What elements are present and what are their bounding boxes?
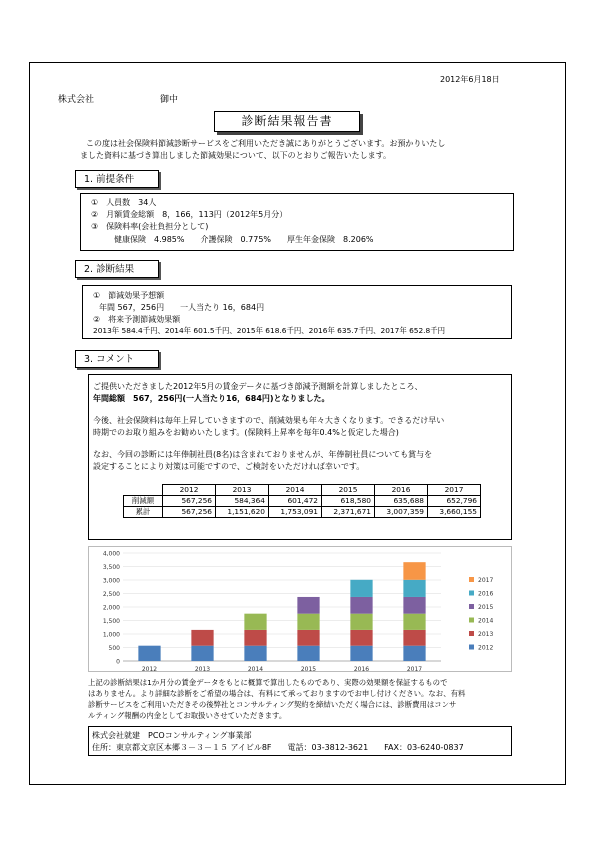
section2-line-1: ① 節減効果予想額 <box>93 291 165 300</box>
x-tick-label: 2012 <box>141 666 158 671</box>
bar-segment-2017 <box>403 562 425 580</box>
y-tick-label: 2,500 <box>102 591 120 598</box>
section1-heading: 1. 前提条件 <box>75 170 159 188</box>
report-title: 診断結果報告書 <box>214 111 360 132</box>
comment-para2-line2: 時期でのお取り組みをお勧めいたします。(保険料上昇率を毎年0.4%と仮定した場合) <box>93 428 399 437</box>
comment-para2-line1: 今後、社会保険料は毎年上昇していきますので、削減効果も年々大きくなります。できるだけ早い <box>93 416 445 425</box>
table-year: 2016 <box>375 485 428 496</box>
legend-label: 2012 <box>478 644 494 652</box>
section1-line-3: ③ 保険料率(会社負担分として) <box>91 222 209 231</box>
bar-segment-2016 <box>350 580 372 597</box>
bar-segment-2014 <box>403 614 425 630</box>
legend-label: 2014 <box>478 617 494 625</box>
section1-box <box>80 193 514 251</box>
legend-label: 2017 <box>478 577 494 584</box>
bar-segment-2013 <box>350 630 372 646</box>
table-row <box>124 507 481 518</box>
bar-segment-2014 <box>350 614 372 630</box>
y-tick-label: 500 <box>108 645 120 652</box>
table-cell: 652,796 <box>428 496 481 507</box>
bar-segment-2012 <box>244 646 266 661</box>
table-cell: 567,256 <box>163 496 216 507</box>
legend-swatch <box>469 591 474 596</box>
section1-line-4: 健康保険 4.985% 介護保険 0.775% 厚生年金保険 8.206% <box>114 235 374 244</box>
table-cell: 635,688 <box>375 496 428 507</box>
footnote-line-1: 上記の診断結果は1か月分の賃金データをもとに概算で算出したものであり、実際の効果額を保証するもので <box>88 678 448 687</box>
table-year: 2017 <box>428 485 481 496</box>
bar-segment-2012 <box>138 646 160 661</box>
comment-para1-line1: ご提供いただきました2012年5月の賃金データに基づき節減予測額を計算しましたところ、 <box>93 382 423 391</box>
section3-box <box>88 374 512 540</box>
x-tick-label: 2017 <box>406 666 423 671</box>
table-cell: 1,151,620 <box>216 507 269 518</box>
comment-para3-line2: 設定することにより対策は可能ですので、ご検討をいただければ幸いです。 <box>93 462 365 471</box>
section3-heading: 3. コメント <box>75 350 159 368</box>
table-cell: 567,256 <box>163 507 216 518</box>
report-date: 2012年6月18日 <box>440 75 500 84</box>
section2-heading: 2. 診断結果 <box>75 260 159 278</box>
bar-segment-2012 <box>350 646 372 661</box>
table-cell: 3,007,359 <box>375 507 428 518</box>
bar-segment-2016 <box>403 580 425 597</box>
table-cell: 618,580 <box>322 496 375 507</box>
bar-segment-2013 <box>191 630 213 646</box>
legend-swatch <box>469 645 474 650</box>
bar-segment-2013 <box>403 630 425 646</box>
bar-segment-2012 <box>191 646 213 661</box>
section2-line-4: 2013年 584.4千円、2014年 601.5千円、2015年 618.6千円、2016年 635.7千円、2017年 652.8千円 <box>93 326 446 335</box>
table-header-row <box>124 485 481 496</box>
bar-segment-2015 <box>350 597 372 614</box>
table-cell: 1,753,091 <box>269 507 322 518</box>
recipient-honorific: 御中 <box>160 95 179 105</box>
x-tick-label: 2014 <box>247 666 264 671</box>
table-year: 2014 <box>269 485 322 496</box>
bar-segment-2012 <box>403 646 425 661</box>
legend-label: 2013 <box>478 631 494 638</box>
table-cell: 3,660,155 <box>428 507 481 518</box>
table-year: 2012 <box>163 485 216 496</box>
chart-frame <box>88 546 512 672</box>
recipient-company: 株式会社 <box>58 95 95 105</box>
legend-swatch <box>469 618 474 623</box>
footnote-line-4: ルティング報酬の内金としてお取扱いさせていただきます。 <box>88 711 287 720</box>
legend-swatch <box>469 577 474 582</box>
table-cell: 584,364 <box>216 496 269 507</box>
savings-table <box>123 484 481 518</box>
footer-company: 株式会社就建 PCOコンサルティング事業部 <box>92 731 252 740</box>
footer-address: 住所：東京都文京区本郷３－３－１５ アイビル8F 電話：03-3812-3621 FAX：03-6240-0837 <box>92 743 464 752</box>
bar-segment-2015 <box>297 597 319 614</box>
section2-line-2: 年間 567，256円 一人当たり 16，684円 <box>99 303 265 312</box>
footer-box <box>88 726 512 756</box>
x-tick-label: 2013 <box>194 666 211 671</box>
bar-segment-2013 <box>244 630 266 646</box>
y-tick-label: 4,000 <box>102 550 120 558</box>
table-row-label: 累計 <box>124 507 163 518</box>
y-tick-label: 3,500 <box>102 564 120 571</box>
table-cell: 601,472 <box>269 496 322 507</box>
bar-segment-2013 <box>297 630 319 646</box>
section1-line-2: ② 月額賃金総額 8，166，113円（2012年5月分） <box>91 210 288 219</box>
bar-segment-2012 <box>297 646 319 661</box>
y-tick-label: 2,000 <box>102 604 120 612</box>
section1-line-1: ① 人員数 34人 <box>91 198 157 207</box>
intro-line-2: ました資料に基づき算出しました節減効果について、以下のとおりご報告いたします。 <box>80 151 392 160</box>
table-row-label: 削減額 <box>124 496 163 507</box>
table-row <box>124 496 481 507</box>
y-tick-label: 3,000 <box>102 577 120 585</box>
section2-box <box>82 285 512 339</box>
table-cell: 2,371,671 <box>322 507 375 518</box>
x-tick-label: 2016 <box>353 666 370 671</box>
y-tick-label: 0 <box>116 658 120 666</box>
legend-label: 2016 <box>478 590 494 598</box>
table-year: 2013 <box>216 485 269 496</box>
footnote-line-3: 診断サービスをご利用いただきその後弊社とコンサルティング契約を締結いただく場合には、診断費用はコンサ <box>88 700 457 709</box>
bar-segment-2015 <box>403 597 425 614</box>
table-year: 2015 <box>322 485 375 496</box>
bar-segment-2014 <box>244 614 266 630</box>
intro-line-1: この度は社会保険料節減診断サービスをご利用いただき誠にありがとうございます。お預かりいたし <box>86 139 446 148</box>
comment-para3-line1: なお、今回の診断には年俸制社員(8名)は含まれておりませんが、年俸制社員についても賞与を <box>93 450 433 459</box>
x-tick-label: 2015 <box>300 666 317 671</box>
table-corner <box>124 485 163 496</box>
y-tick-label: 1,000 <box>102 631 120 639</box>
section2-line-3: ② 将来予測節減効果額 <box>93 315 181 324</box>
comment-para1-line2: 年間総額 567，256円(一人当たり16，684円)となりました。 <box>93 394 330 403</box>
footnote-line-2: はありません。より詳細な診断をご希望の場合は、有料にて承っておりますのでお申し付けください。なお、有料 <box>88 689 466 698</box>
legend-label: 2015 <box>478 604 494 611</box>
legend-swatch <box>469 604 474 609</box>
stacked-bar-chart <box>89 547 511 671</box>
legend-swatch <box>469 631 474 636</box>
bar-segment-2014 <box>297 614 319 630</box>
y-tick-label: 1,500 <box>102 618 120 625</box>
